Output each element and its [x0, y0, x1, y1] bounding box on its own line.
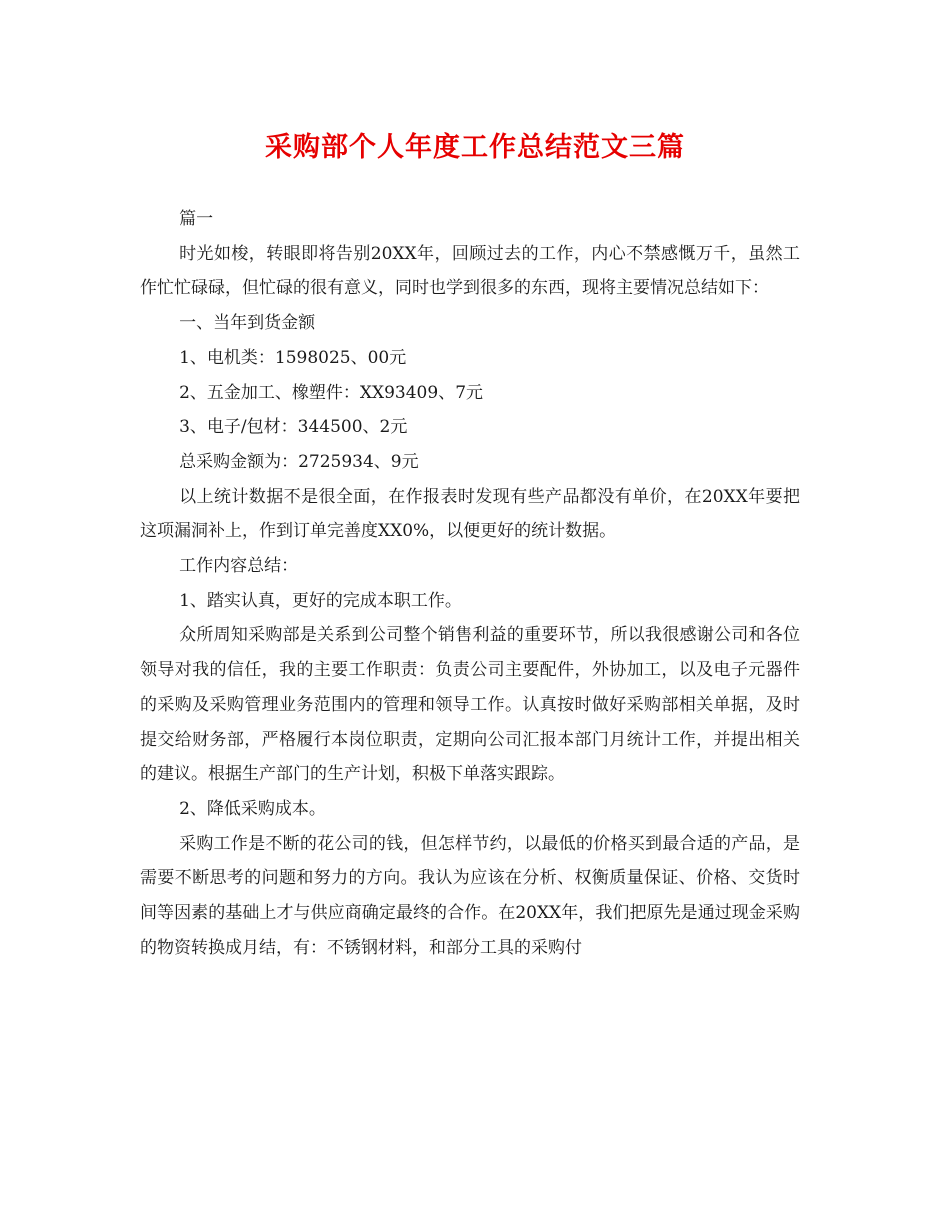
- list-item: 1、电机类：1598025、00元: [179, 347, 407, 368]
- paragraph: 时光如梭，转眼即将告别20XX年，回顾过去的工作，内心不禁感慨万千，虽然工作忙忙碌碌，但忙碌的很有意义，同时也学到很多的东西，现将主要情况总结如下：: [140, 243, 800, 299]
- section-heading: 工作内容总结：: [179, 556, 299, 577]
- list-item: 3、电子/包材：344500、2元: [179, 417, 408, 438]
- section-heading: 一、当年到货金额: [179, 313, 316, 334]
- document-title: 采购部个人年度工作总结范文三篇: [265, 132, 685, 163]
- paragraph: 采购工作是不断的花公司的钱，但怎样节约，以最低的价格买到最合适的产品，是需要不断思考的问题和努力的方向。我认为应该在分析、权衡质量保证、价格、交货时间等因素的基础上才与供应商确定最终的合作。在20XX年，我们把原先是通过现金采购的物资转换成月结，有：不锈钢材料，和部分工具的采购付: [140, 833, 800, 958]
- subheading: 2、降低采购成本。: [179, 798, 326, 819]
- document-body: [140, 202, 800, 965]
- total-line: 总采购金额为：2725934、9元: [179, 451, 419, 472]
- subheading: 1、踏实认真，更好的完成本职工作。: [179, 590, 462, 611]
- paragraph: 众所周知采购部是关系到公司整个销售利益的重要环节，所以我很感谢公司和各位领导对我的信任，我的主要工作职责：负责公司主要配件，外协加工，以及电子元器件的采购及采购管理业务范围内的管理和领导工作。认真按时做好采购部相关单据，及时提交给财务部，严格履行本岗位职责，定期向公司汇报本部门月统计工作，并提出相关的建议。根据生产部门的生产计划，积极下单落实跟踪。: [140, 625, 800, 785]
- paragraph: 以上统计数据不是很全面，在作报表时发现有些产品都没有单价，在20XX年要把这项漏洞补上，作到订单完善度XX0%，以便更好的统计数据。: [140, 486, 800, 542]
- list-item: 2、五金加工、橡塑件：XX93409、7元: [179, 382, 484, 403]
- section-heading: 篇一: [179, 209, 214, 229]
